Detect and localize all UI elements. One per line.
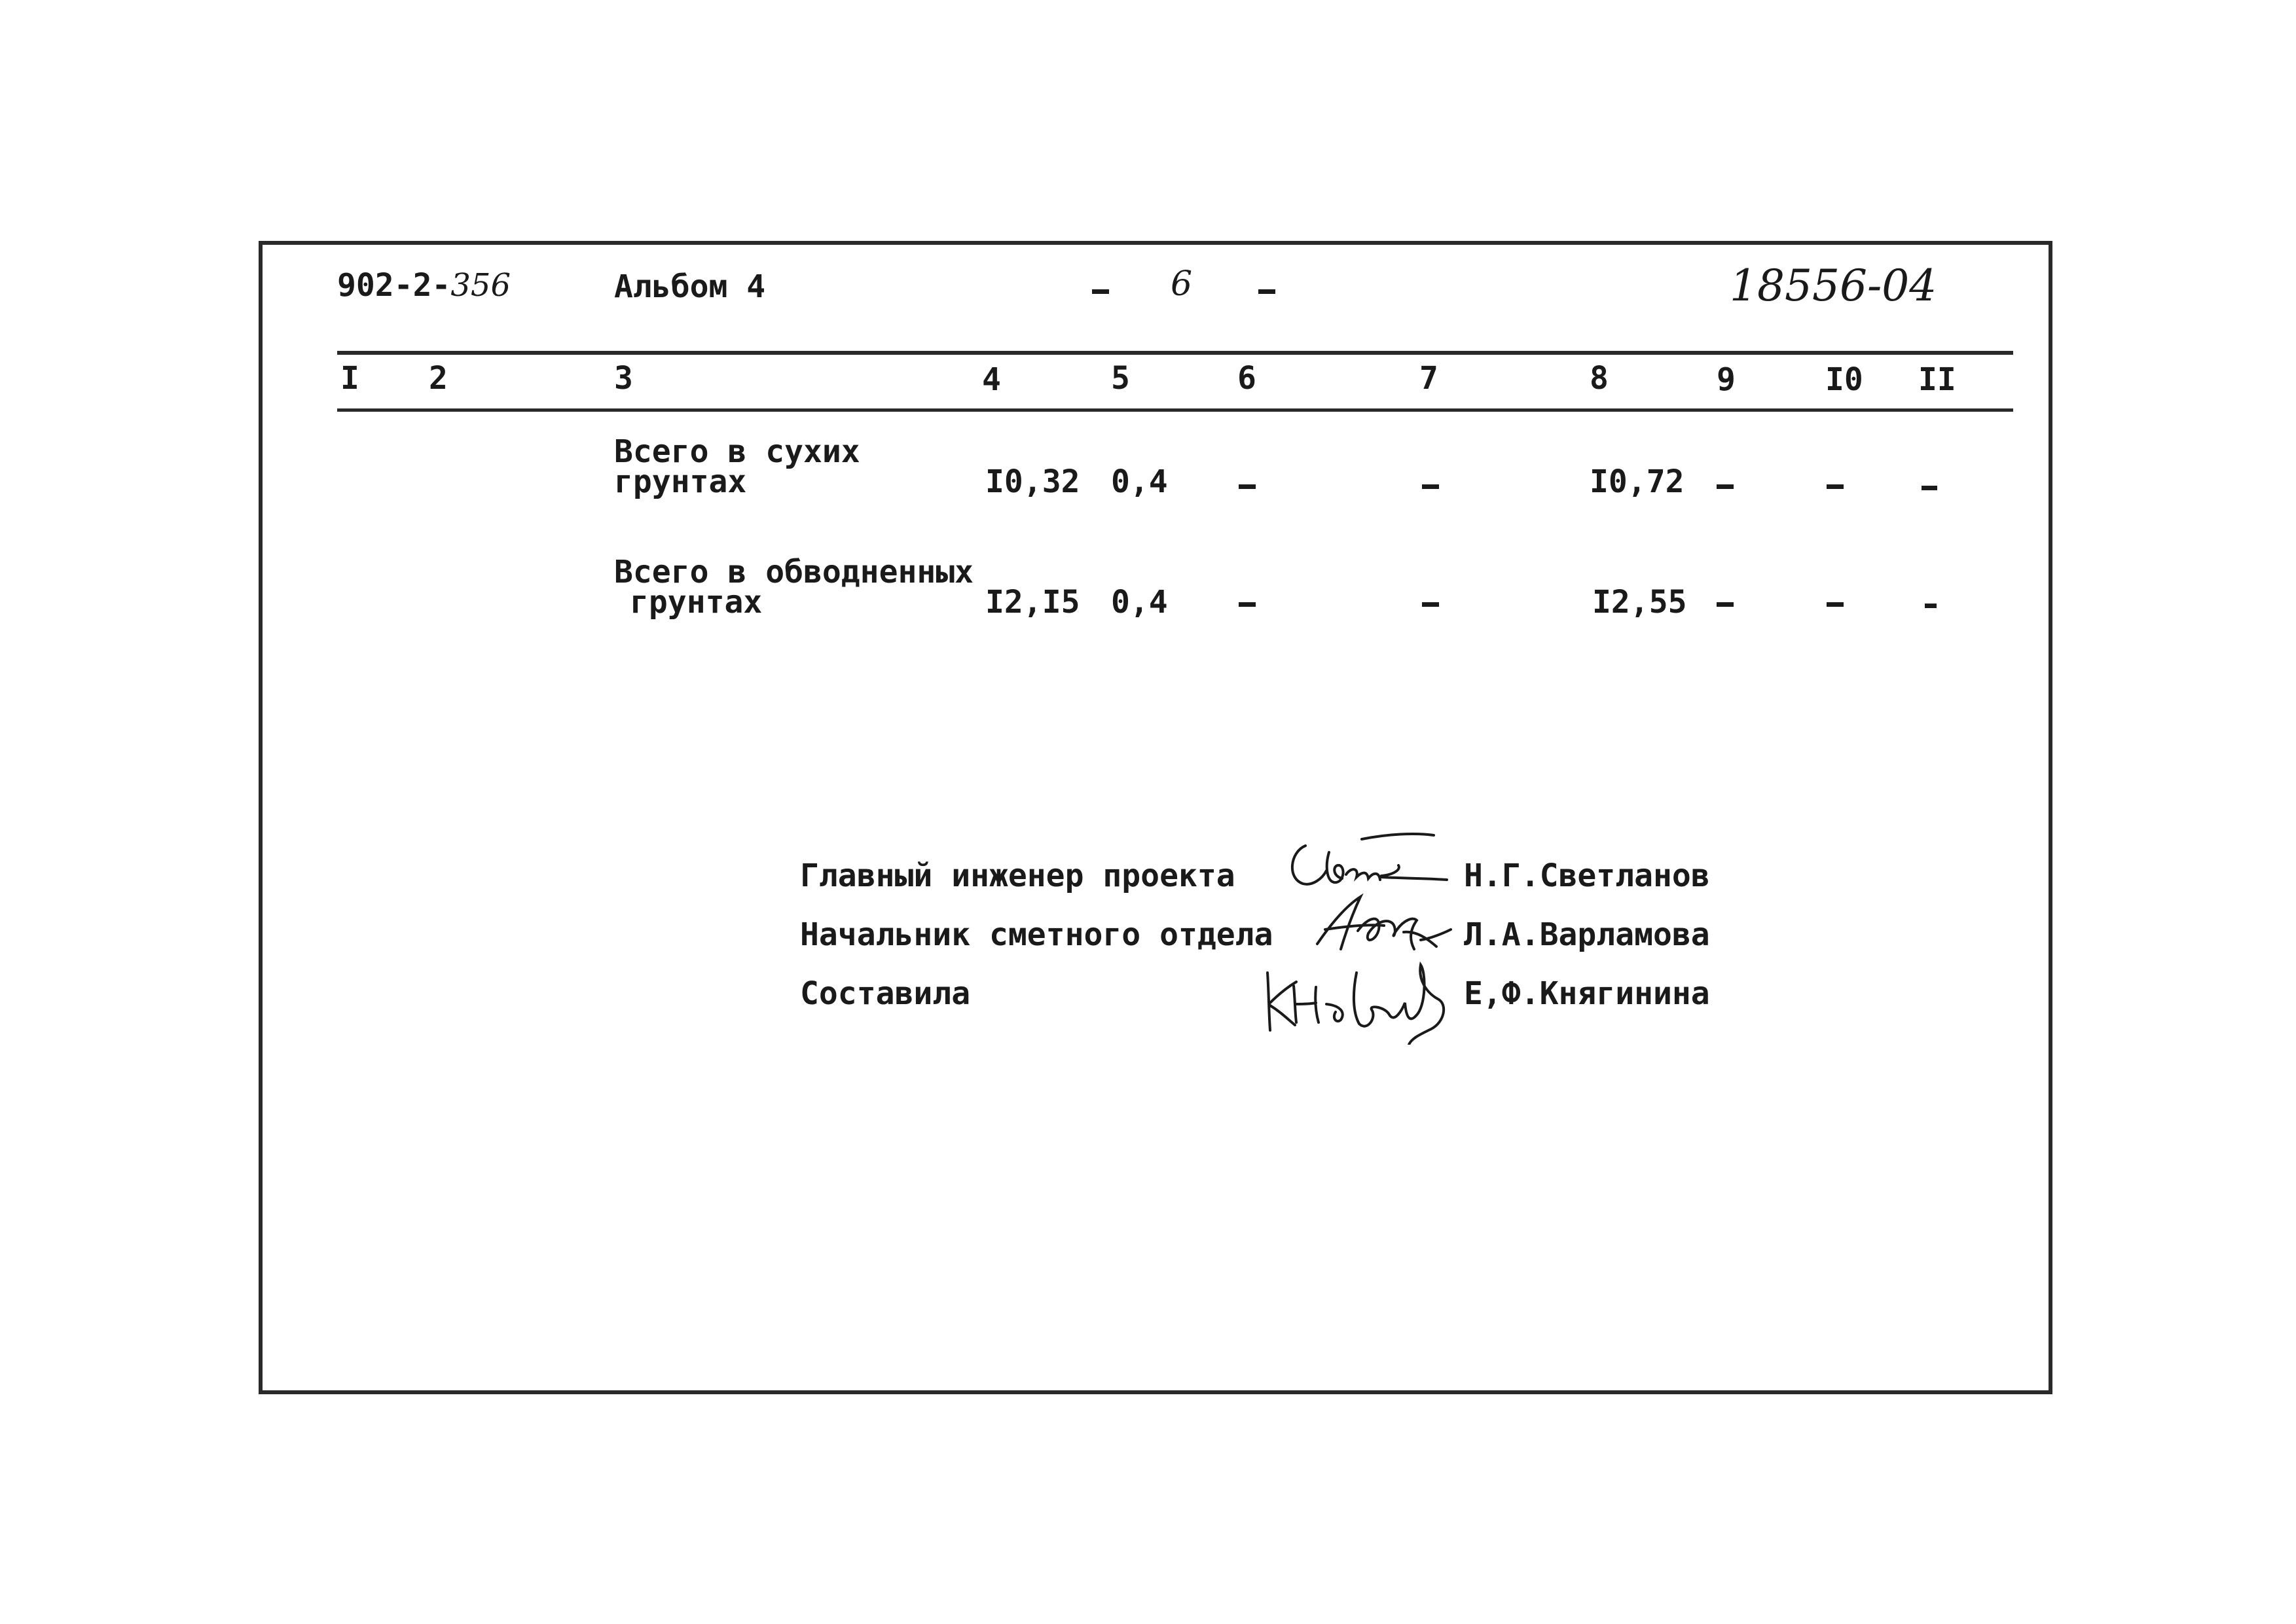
row2-col9-dash xyxy=(1717,602,1734,607)
doc-code xyxy=(337,267,511,304)
row1-col8-value: I0,72 xyxy=(1590,463,1685,500)
row1-col9-dash xyxy=(1717,484,1734,489)
doc-code-prefix: 902-2- xyxy=(337,267,451,304)
row1-col4-value: I0,32 xyxy=(985,463,1080,500)
sig1-name: Н.Г.Светланов xyxy=(1464,857,1710,894)
row1-col10-dash xyxy=(1827,484,1844,489)
col-num-4: 4 xyxy=(982,361,1001,398)
row1-label-line2: грунтах xyxy=(614,463,747,500)
row2-col7-dash xyxy=(1422,602,1439,607)
col-num-7: 7 xyxy=(1419,360,1438,397)
sheet-frame xyxy=(259,241,2052,1394)
row1-col6-dash xyxy=(1239,484,1256,489)
row2-label-line2: грунтах xyxy=(630,584,763,621)
sig3-handwritten-signature xyxy=(1254,947,1464,1045)
col-num-6: 6 xyxy=(1237,360,1256,397)
header-rule-bottom xyxy=(337,408,2013,412)
row2-col5-value: 0,4 xyxy=(1111,584,1168,621)
row1-col7-dash xyxy=(1422,484,1439,489)
col-num-5: 5 xyxy=(1111,360,1130,397)
inventory-number: 18556-04 xyxy=(1730,261,1937,311)
row2-col10-dash xyxy=(1827,602,1844,607)
col-num-9: 9 xyxy=(1717,361,1736,398)
sig3-name: Е,Ф.Княгинина xyxy=(1464,975,1710,1012)
page-number: 6 xyxy=(1171,264,1193,304)
sig2-name: Л.А.Варламова xyxy=(1464,916,1710,953)
row2-col6-dash xyxy=(1239,602,1256,607)
album-label: Альбом 4 xyxy=(614,268,766,305)
col-num-3: 3 xyxy=(614,360,633,397)
row1-label-line1: Всего в сухих xyxy=(614,433,860,470)
page-dash-left xyxy=(1092,289,1109,294)
page-dash-right xyxy=(1258,289,1275,294)
row2-col8-value: I2,55 xyxy=(1592,584,1687,621)
row2-col4-value: I2,I5 xyxy=(985,584,1080,621)
row1-col5-value: 0,4 xyxy=(1111,463,1168,500)
col-num-11: II xyxy=(1918,361,1956,398)
row1-col11-dash xyxy=(1922,486,1937,490)
row2-label-line1: Всего в обводненных xyxy=(614,554,974,590)
row2-col11-dash xyxy=(1925,604,1937,608)
col-num-8: 8 xyxy=(1590,360,1609,397)
sig2-role: Начальник сметного отдела xyxy=(800,916,1273,953)
header-rule-top xyxy=(337,351,2013,355)
sig1-role: Главный инженер проекта xyxy=(800,857,1235,894)
col-num-10: I0 xyxy=(1825,361,1863,398)
doc-code-suffix: 356 xyxy=(450,267,511,304)
col-num-2: 2 xyxy=(429,360,448,397)
col-num-1: I xyxy=(340,360,359,397)
sig3-role: Составила xyxy=(800,975,971,1012)
